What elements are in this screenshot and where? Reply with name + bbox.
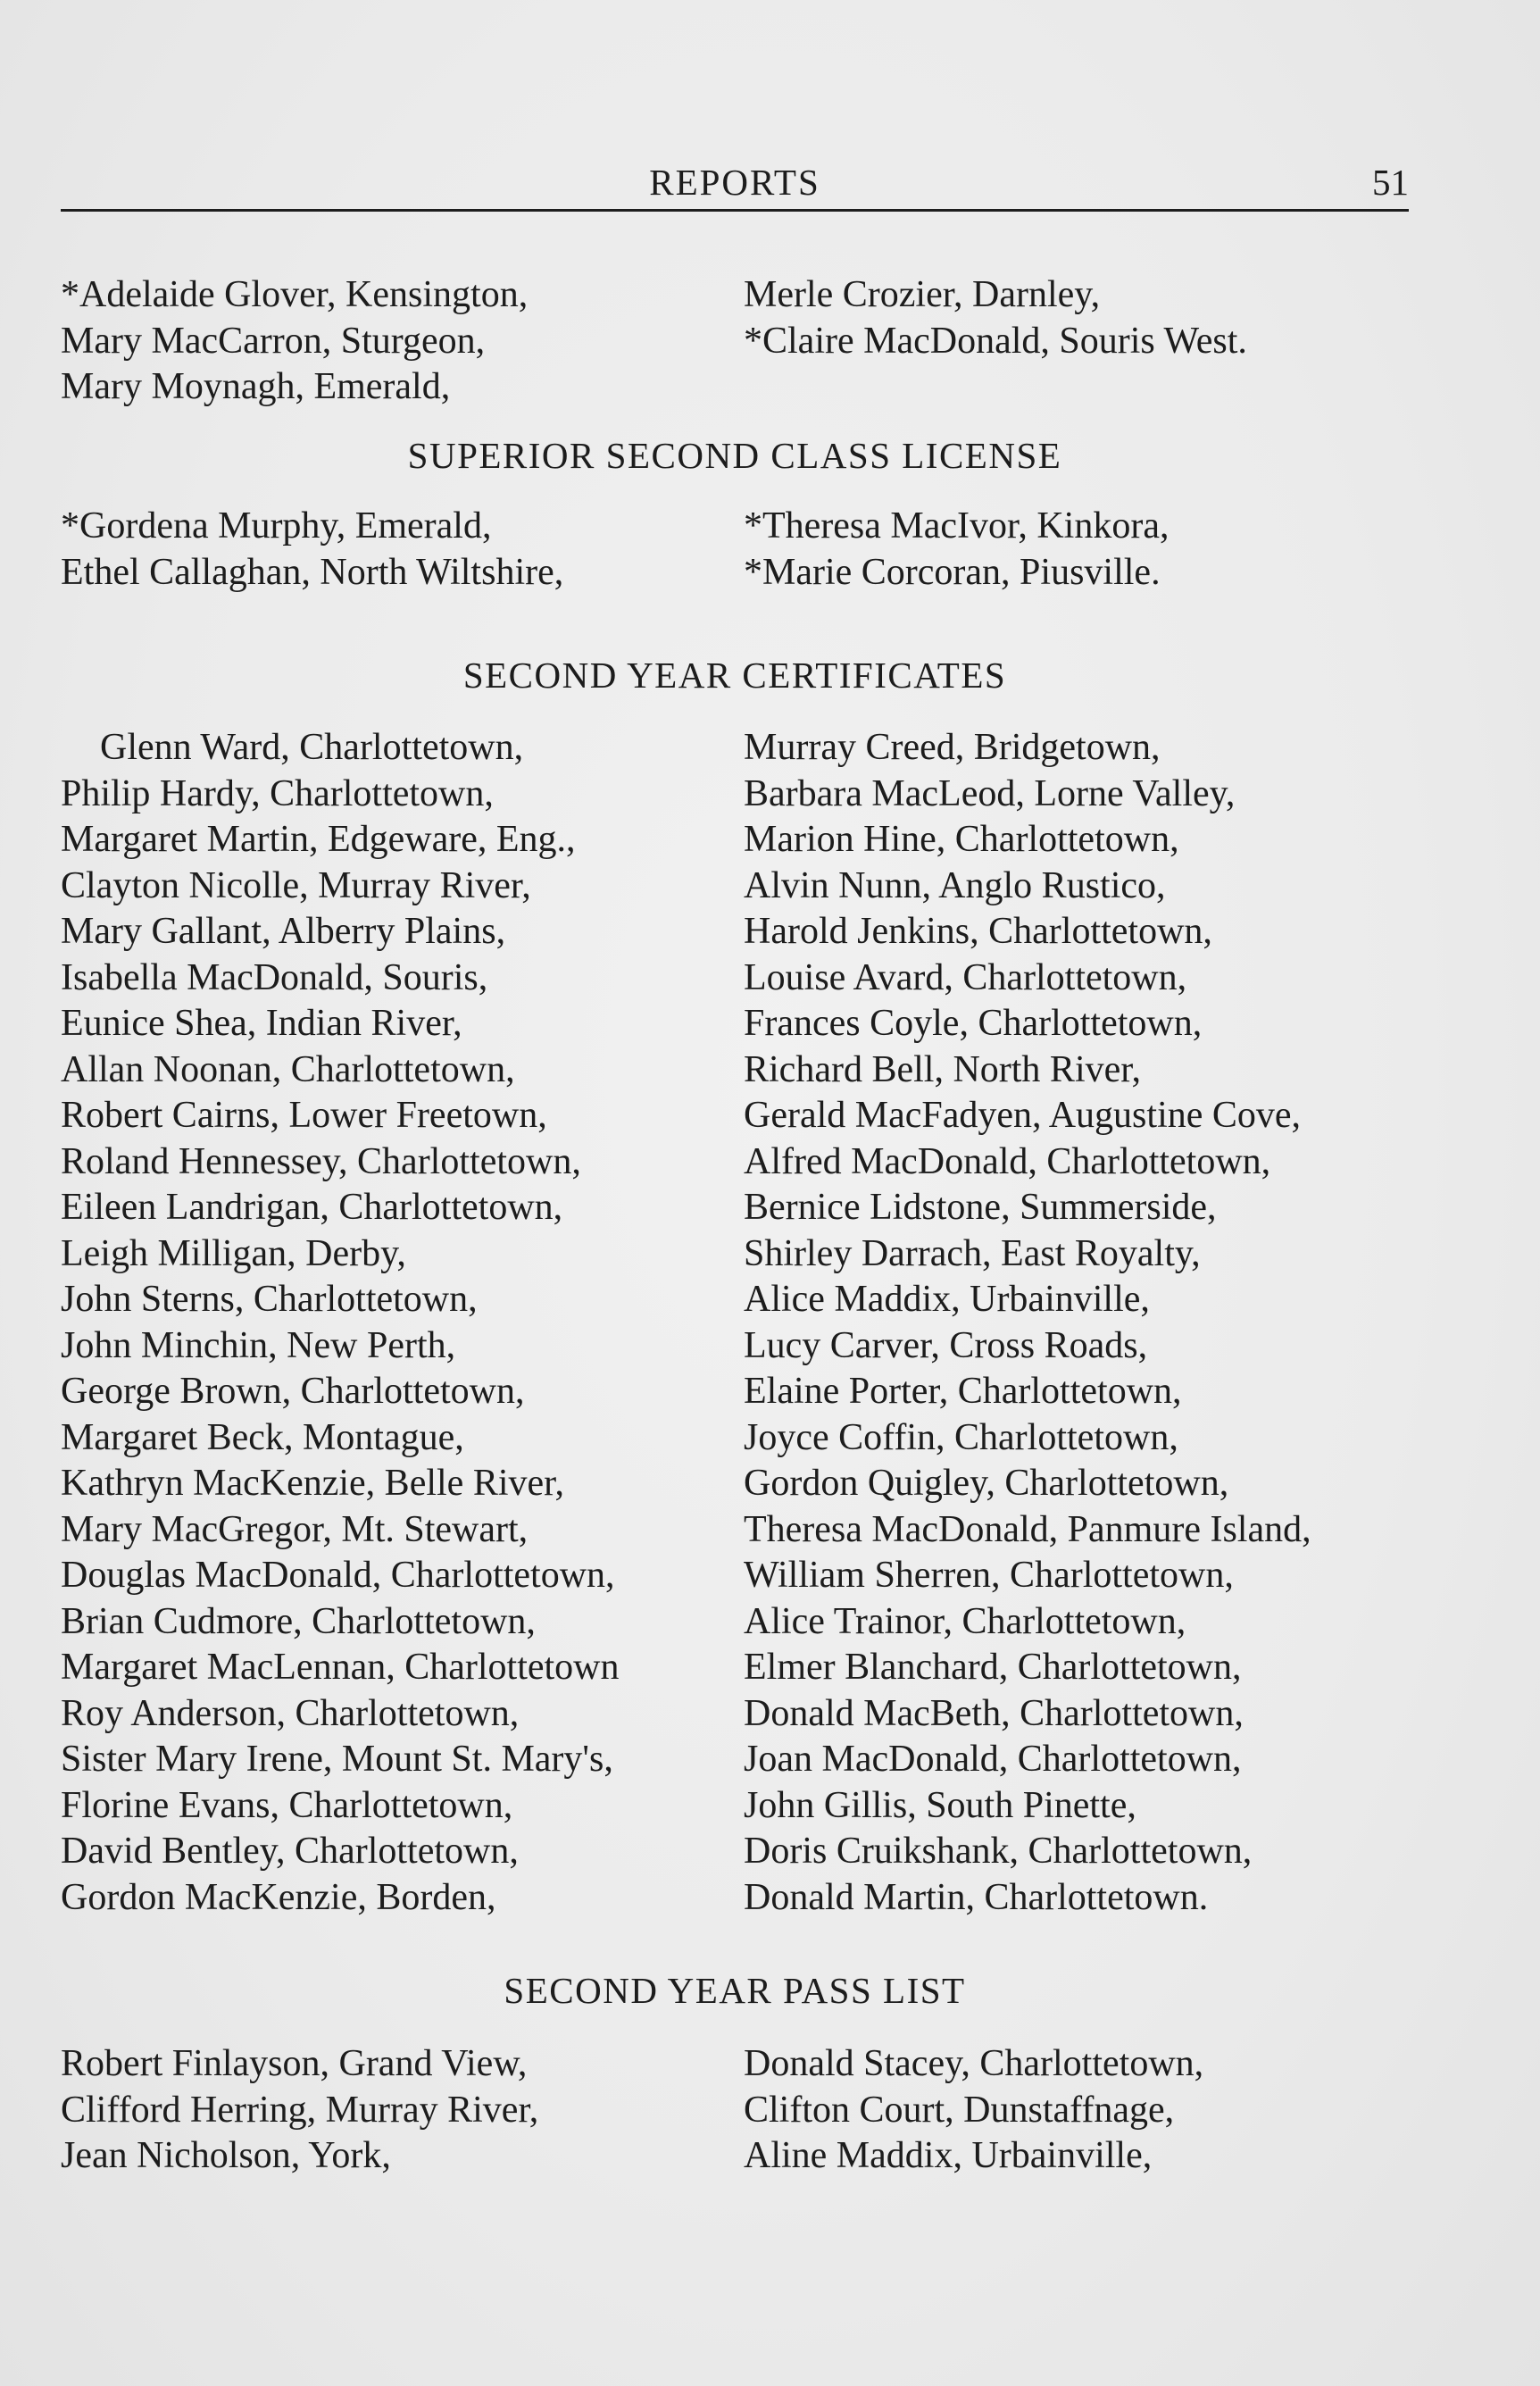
list-item: Donald MacBeth, Charlottetown, [744,1692,1244,1734]
certificates-left-column [61,725,744,1921]
list-item: *Claire MacDonald, Souris West. [744,320,1247,362]
superior-second-class-heading: SUPERIOR SECOND CLASS LICENSE [407,435,1062,476]
list-item: Gerald MacFadyen, Augustine Cove, [744,1095,1302,1136]
list-item: Theresa MacDonald, Panmure Island, [744,1508,1311,1550]
list-item: Louise Avard, Charlottetown, [744,956,1187,998]
list-item: Roland Hennessey, Charlottetown, [61,1140,581,1182]
pass-list-right-column [744,2041,1409,2180]
list-item: John Sterns, Charlottetown, [61,1279,478,1320]
list-item: Douglas MacDonald, Charlottetown, [61,1555,615,1596]
list-item: Joan MacDonald, Charlottetown, [744,1739,1242,1780]
list-item: Clifford Herring, Murray River, [61,2089,539,2131]
list-item: Margaret MacLennan, Charlottetown [61,1647,620,1688]
list-item: Philip Hardy, Charlottetown, [61,772,494,814]
list-item: Roy Anderson, Charlottetown, [61,1692,520,1734]
list-item: Mary Gallant, Alberry Plains, [61,911,506,952]
list-item: Bernice Lidstone, Summerside, [744,1187,1217,1228]
list-item: Ethel Callaghan, North Wiltshire, [61,551,564,593]
list-item: Margaret Beck, Montague, [61,1416,464,1458]
page-number: 51 [1372,162,1409,203]
list-item: Shirley Darrach, East Royalty, [744,1232,1201,1274]
list-item: Frances Coyle, Charlottetown, [744,1003,1203,1044]
list-item: Mary Moynagh, Emerald, [61,366,451,407]
superior-right-column [744,504,1409,596]
list-item: David Bentley, Charlottetown, [61,1831,519,1872]
top-list-left-column [61,272,744,411]
list-item: Eunice Shea, Indian River, [61,1003,462,1044]
list-item: Kathryn MacKenzie, Belle River, [61,1463,564,1504]
top-list [61,272,1409,411]
list-item: Clifton Court, Dunstaffnage, [744,2089,1175,2131]
list-item: Merle Crozier, Darnley, [744,274,1101,315]
list-item: Clayton Nicolle, Murray River, [61,864,531,906]
list-item: Leigh Milligan, Derby, [61,1232,406,1274]
list-item: Elmer Blanchard, Charlottetown, [744,1647,1242,1688]
superior-left-column [61,504,744,596]
list-item: Lucy Carver, Cross Roads, [744,1324,1148,1366]
list-item: *Theresa MacIvor, Kinkora, [744,505,1170,546]
running-head [61,161,1409,207]
list-item: Mary MacCarron, Sturgeon, [61,320,486,362]
list-item: Donald Martin, Charlottetown. [744,1876,1209,1918]
list-item: *Marie Corcoran, Piusville. [744,551,1161,593]
running-title: REPORTS [649,162,820,203]
list-item: Margaret Martin, Edgeware, Eng., [61,819,576,860]
list-item: Alfred MacDonald, Charlottetown, [744,1140,1271,1182]
second-year-certificates-heading: SECOND YEAR CERTIFICATES [462,655,1007,696]
list-item: Florine Evans, Charlottetown, [61,1784,513,1826]
list-item: Alvin Nunn, Anglo Rustico, [744,864,1166,906]
list-item: Allan Noonan, Charlottetown, [61,1048,515,1090]
list-item: Aline Maddix, Urbainville, [744,2135,1153,2176]
list-item: Isabella MacDonald, Souris, [61,956,488,998]
header-rule [61,209,1409,212]
list-item: Brian Cudmore, Charlottetown, [61,1600,536,1642]
list-item: *Adelaide Glover, Kensington, [61,274,529,315]
superior-second-class-list [61,504,1409,596]
list-item: Gordon Quigley, Charlottetown, [744,1463,1229,1504]
list-item: Sister Mary Irene, Mount St. Mary's, [61,1739,613,1780]
list-item: Alice Trainor, Charlottetown, [744,1600,1186,1642]
second-year-pass-list-heading: SECOND YEAR PASS LIST [504,1970,966,2011]
list-item: George Brown, Charlottetown, [61,1371,525,1412]
list-item: John Minchin, New Perth, [61,1324,456,1366]
list-item: *Gordena Murphy, Emerald, [61,505,492,546]
list-item: Eileen Landrigan, Charlottetown, [61,1187,563,1228]
list-item: Elaine Porter, Charlottetown, [744,1371,1182,1412]
list-item: Doris Cruikshank, Charlottetown, [744,1831,1253,1872]
list-item: John Gillis, South Pinette, [744,1784,1136,1826]
list-item: Marion Hine, Charlottetown, [744,819,1179,860]
certificates-right-column [744,725,1409,1921]
list-item: Richard Bell, North River, [744,1048,1142,1090]
pass-list-left-column [61,2041,744,2180]
list-item: Robert Finlayson, Grand View, [61,2043,528,2084]
list-item: Jean Nicholson, York, [61,2135,391,2176]
list-item: Alice Maddix, Urbainville, [744,1279,1150,1320]
list-item: Murray Creed, Bridgetown, [744,727,1161,768]
list-item: Harold Jenkins, Charlottetown, [744,911,1212,952]
list-item: Joyce Coffin, Charlottetown, [744,1416,1178,1458]
list-item: Donald Stacey, Charlottetown, [744,2043,1204,2084]
top-list-right-column [744,272,1409,411]
list-item: Robert Cairns, Lower Freetown, [61,1095,547,1136]
second-year-pass-list [61,2041,1409,2180]
list-item: Mary MacGregor, Mt. Stewart, [61,1508,529,1550]
list-item: William Sherren, Charlottetown, [744,1555,1234,1596]
list-item: Gordon MacKenzie, Borden, [61,1876,496,1918]
second-year-certificates-list [61,725,1409,1921]
list-item: Barbara MacLeod, Lorne Valley, [744,772,1236,814]
list-item: Glenn Ward, Charlottetown, [100,727,524,768]
